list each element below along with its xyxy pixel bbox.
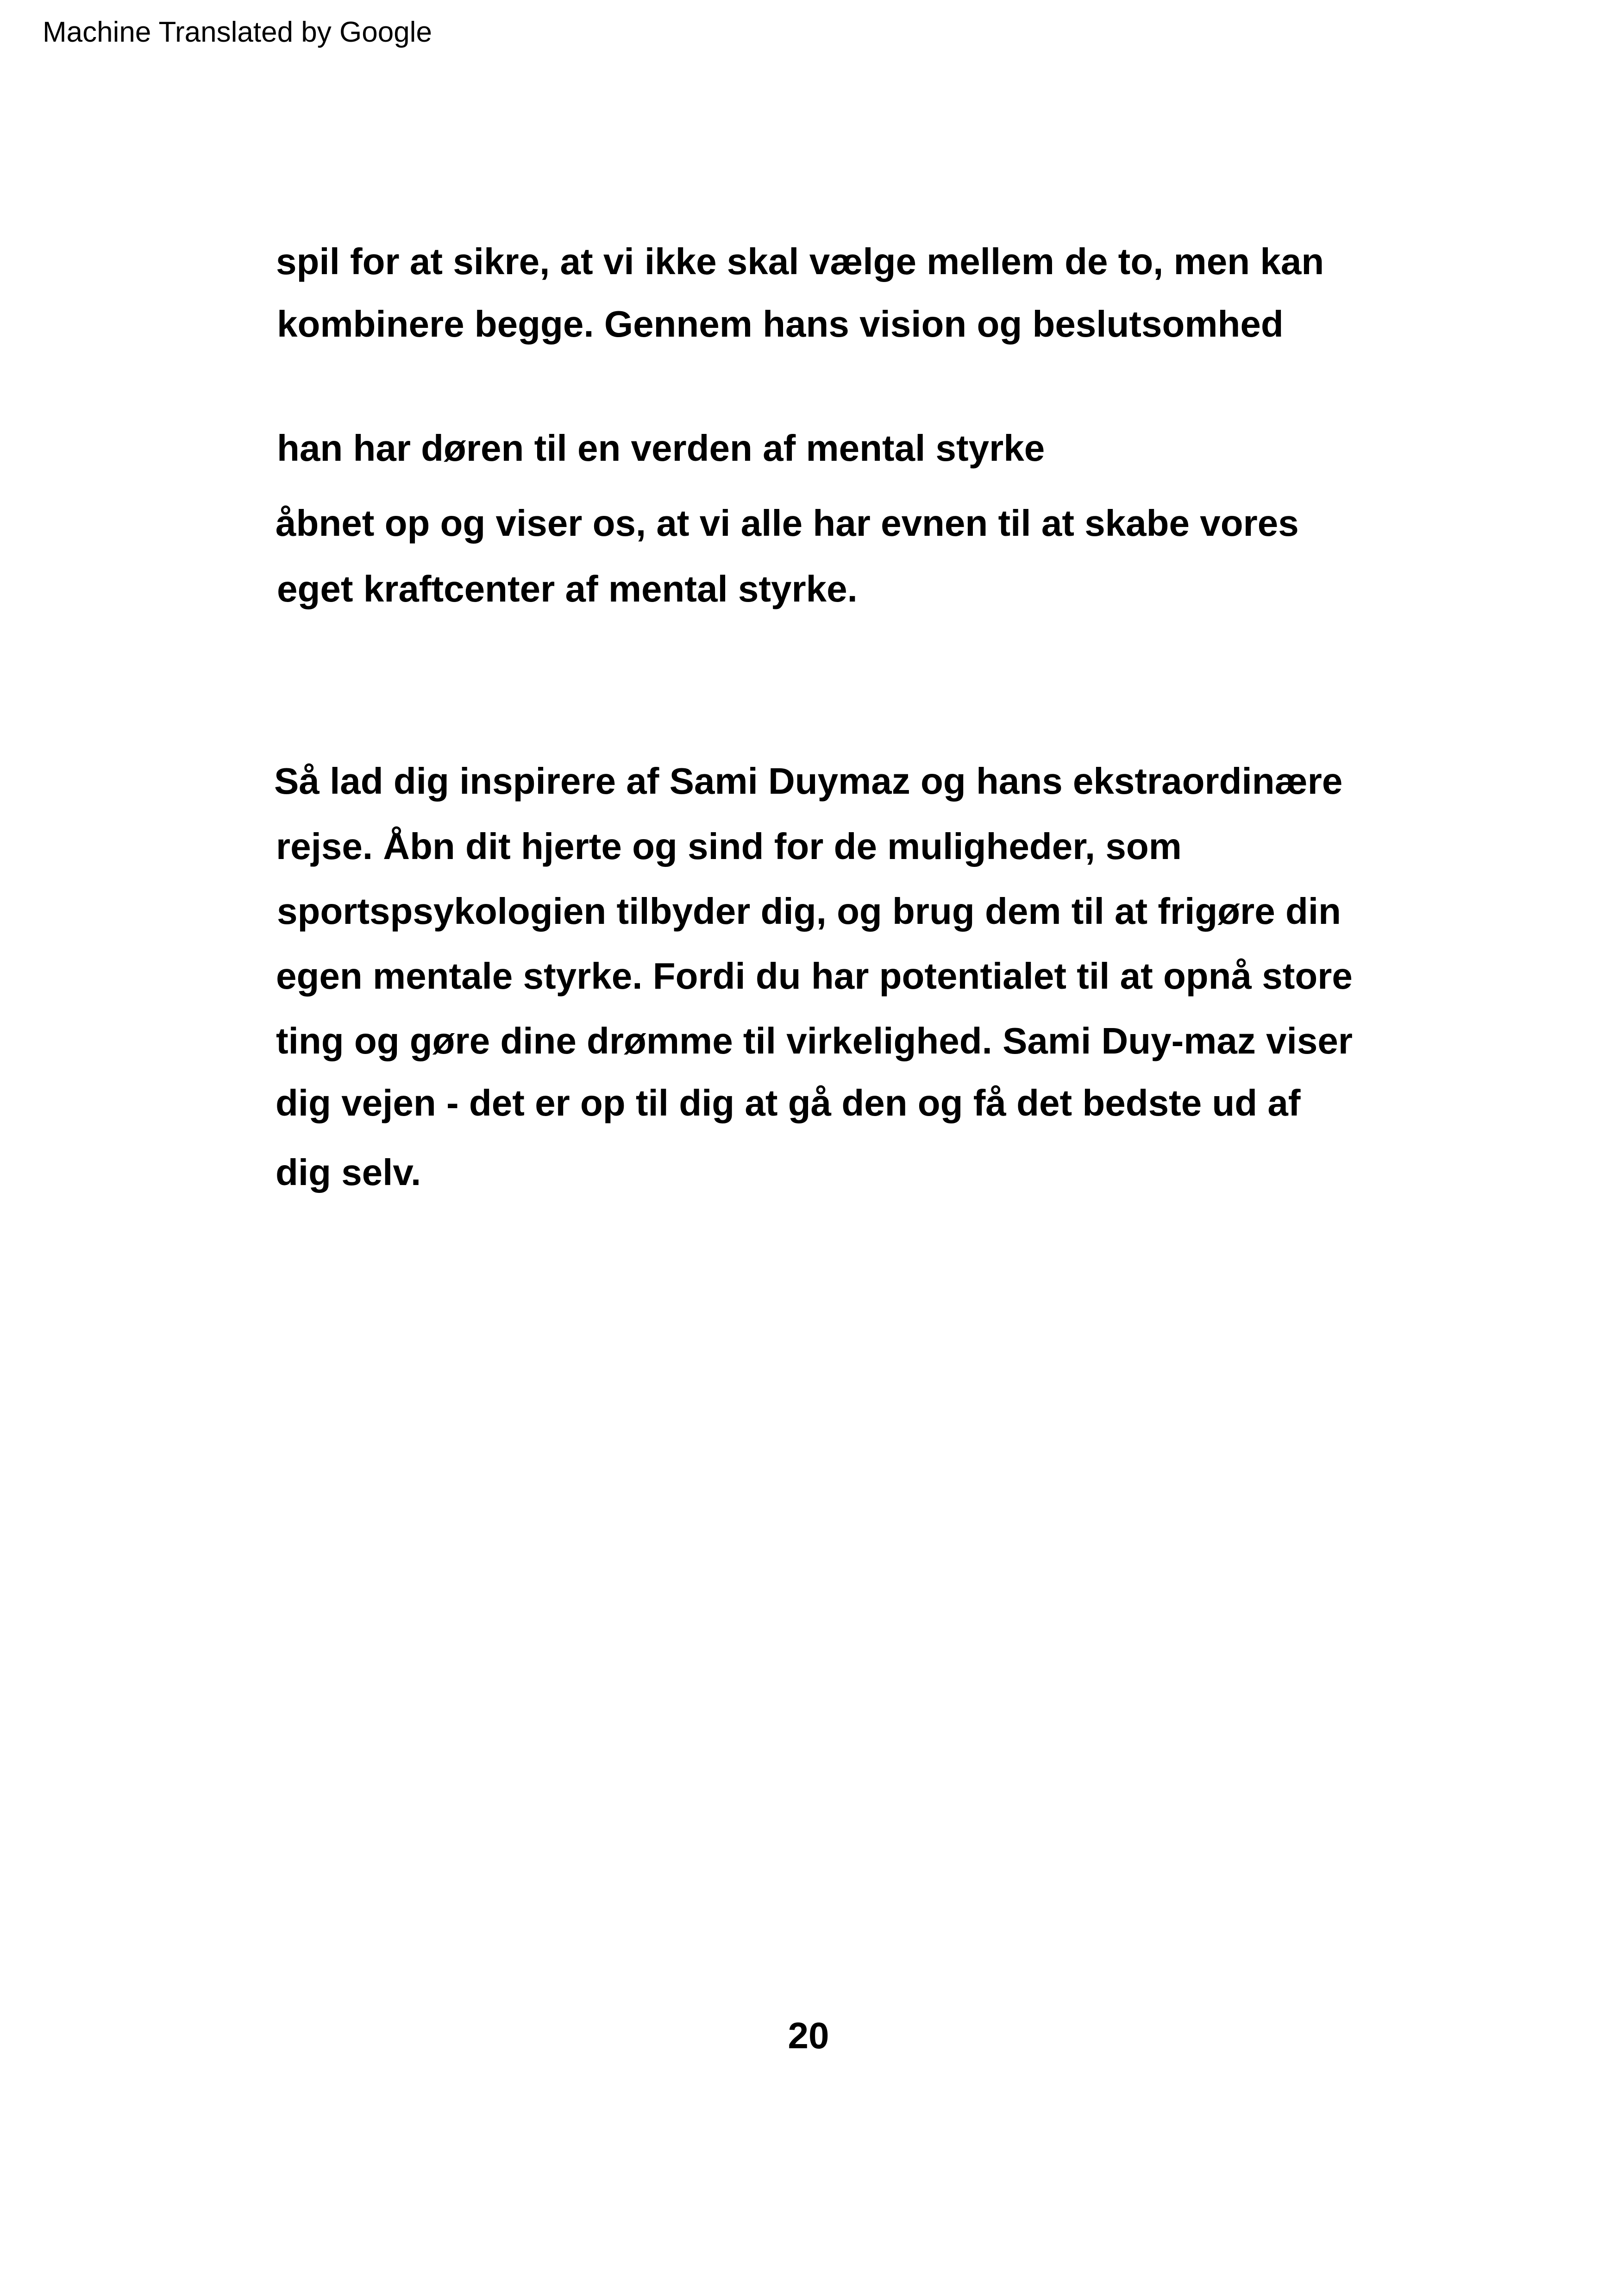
text-line: egen mentale styrke. Fordi du har potentialet til at opnå store bbox=[276, 955, 1353, 997]
text-line: dig vejen - det er op til dig at gå den og få det bedste ud af bbox=[276, 1082, 1301, 1123]
text-line: eget kraftcenter af mental styrke. bbox=[277, 568, 858, 609]
text-line: dig selv. bbox=[276, 1152, 421, 1193]
page-number: 20 bbox=[788, 2015, 829, 2056]
machine-translation-note: Machine Translated by Google bbox=[43, 16, 432, 48]
text-line: sportspsykologien tilbyder dig, og brug dem til at frigøre din bbox=[277, 891, 1341, 932]
text-line: spil for at sikre, at vi ikke skal vælge mellem de to, men kan bbox=[276, 241, 1324, 282]
text-line: rejse. Åbn dit hjerte og sind for de muligheder, som bbox=[276, 826, 1182, 867]
text-line: åbnet op og viser os, at vi alle har evnen til at skabe vores bbox=[276, 502, 1299, 544]
text-line: Så lad dig inspirere af Sami Duymaz og hans ekstraordinære bbox=[274, 760, 1343, 802]
text-line: kombinere begge. Gennem hans vision og beslutsomhed bbox=[277, 303, 1284, 345]
text-line: ting og gøre dine drømme til virkelighed. Sami Duy-maz viser bbox=[276, 1020, 1353, 1061]
text-line: han har døren til en verden af mental styrke bbox=[277, 427, 1045, 469]
